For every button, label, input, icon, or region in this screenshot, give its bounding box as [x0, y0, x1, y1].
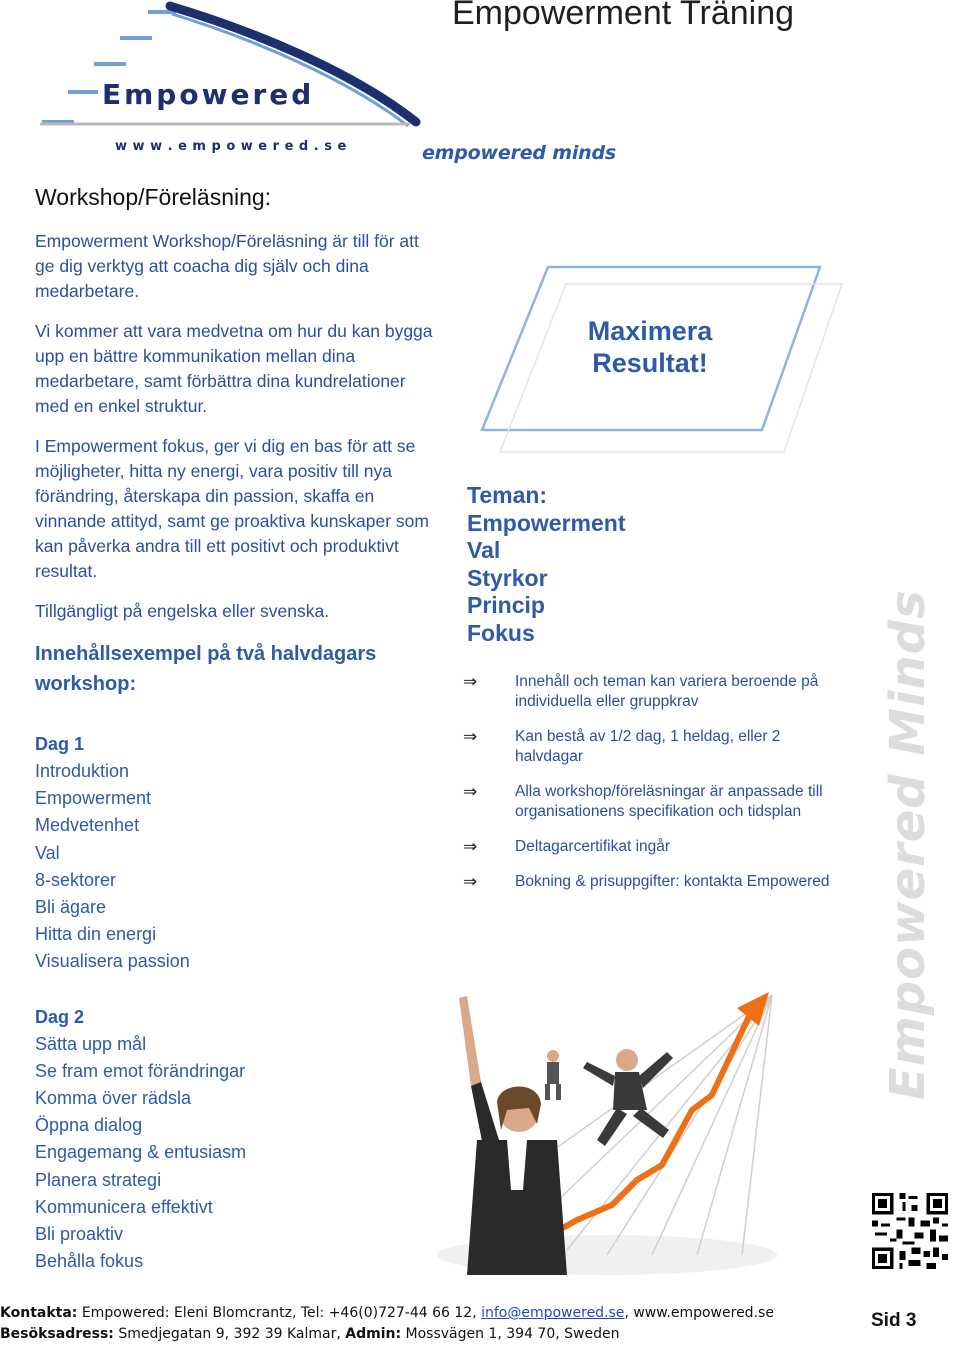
contact-label: Kontakta:	[0, 1305, 78, 1321]
day-1-item: Bli ägare	[35, 897, 107, 918]
website-text: , www.empowered.se	[624, 1305, 774, 1321]
focus-paragraph: I Empowerment fokus, ger vi dig en bas för att se möjligheter, hitta ny energi, vara positiv till nya förändring, återskapa din passion, skaffa en vinnande attityd, samt ge proaktiva kunskaper som kan påverka andra till ett positivt och produktivt resultat.	[35, 436, 429, 581]
banner-line-1: Maximera	[587, 316, 713, 346]
arrow-icon: ⇒	[463, 672, 478, 692]
day-1-item: Introduktion	[35, 761, 130, 781]
arrow-icon: ⇒	[463, 727, 478, 747]
contact-text: Empowered: Eleni Blomcrantz, Tel: +46(0)727-44 66 12,	[77, 1305, 482, 1321]
bullet-text: Innehåll och teman kan variera beroende på individuella eller gruppkrav	[515, 673, 819, 710]
intro-paragraph: Empowerment Workshop/Föreläsning är till för att ge dig verktyg att coacha dig själv och dina medarbetare.	[35, 231, 419, 301]
day-1-item: 8-sektorer	[35, 869, 117, 890]
section-title: Workshop/Föreläsning:	[35, 184, 272, 210]
bullet-item	[463, 872, 833, 892]
success-photo	[437, 990, 777, 1275]
communication-paragraph: Vi kommer att vara medvetna om hur du kan bygga upp en bättre kommunikation mellan dina medarbetare, samt förbättra dina kundrelationer med en enkel struktur.	[35, 321, 433, 416]
day-2-item: Se fram emot förändringar	[35, 1060, 246, 1081]
content-heading-line-1: Innehållsexempel på två halvdagars	[35, 643, 377, 665]
theme-item: Val	[467, 537, 501, 563]
bullet-text: Bokning & prisuppgifter: kontakta Empowered	[515, 873, 830, 890]
page-number: Sid 3	[871, 1310, 917, 1331]
arrow-icon: ⇒	[463, 837, 478, 857]
arrow-icon: ⇒	[463, 782, 478, 802]
day-2-item: Bli proaktiv	[35, 1224, 124, 1245]
qr-code[interactable]	[872, 1193, 948, 1269]
email-link[interactable]: info@empowered.se	[481, 1305, 625, 1321]
day-2-item: Engagemang & entusiasm	[35, 1142, 247, 1163]
bullet-item	[463, 672, 833, 712]
bullet-item	[463, 727, 833, 767]
day-1-item: Hitta din energi	[35, 924, 157, 945]
day-1-item: Medvetenhet	[35, 815, 140, 836]
day-2-item: Komma över rädsla	[35, 1088, 192, 1109]
day-1-item: Val	[35, 842, 60, 863]
day-1-item: Visualisera passion	[35, 951, 190, 972]
day-2-block	[35, 1004, 435, 1276]
day-1-item: Empowerment	[35, 788, 152, 809]
left-column	[35, 184, 435, 1275]
day-2-item: Kommunicera effektivt	[35, 1196, 213, 1217]
info-bullets	[463, 672, 833, 907]
admin-label: Admin:	[345, 1326, 402, 1342]
page-title: Empowerment Träning	[452, 0, 795, 32]
day-2-item: Planera strategi	[35, 1169, 162, 1190]
logo-url: w w w . e m p o w e r e d . s e	[115, 139, 347, 154]
day-1-title: Dag 1	[35, 734, 85, 754]
arrow-icon: ⇒	[463, 872, 478, 892]
footer-address-line	[0, 1324, 860, 1345]
content-heading	[35, 639, 435, 699]
day-2-item: Sätta upp mål	[35, 1033, 147, 1054]
bullet-text: Kan bestå av 1/2 dag, 1 heldag, eller 2 halvdagar	[515, 728, 781, 765]
day-2-item: Öppna dialog	[35, 1115, 143, 1136]
empowered-logo	[30, 0, 430, 160]
vertical-brand-text: Empowered Minds	[880, 589, 936, 1100]
tagline: empowered minds	[422, 142, 616, 164]
theme-item: Fokus	[467, 619, 535, 646]
day-2-title: Dag 2	[35, 1006, 85, 1027]
visit-label: Besöksadress:	[0, 1326, 114, 1342]
bullet-item	[463, 837, 833, 857]
theme-item: Styrkor	[467, 564, 548, 591]
banner-line-2: Resultat!	[592, 348, 708, 378]
day-1-block	[35, 731, 435, 976]
content-heading-line-2: workshop:	[35, 673, 137, 695]
admin-text: Mossvägen 1, 394 70, Sweden	[401, 1326, 620, 1342]
themes-heading: Teman:	[467, 482, 548, 508]
bullet-item	[463, 782, 833, 822]
themes-list	[467, 482, 625, 647]
bullet-text: Alla workshop/föreläsningar är anpassade till organisationens specifikation och tidsplan	[515, 783, 823, 820]
banner-text	[555, 315, 745, 379]
visit-text: Smedjegatan 9, 392 39 Kalmar,	[113, 1326, 346, 1342]
theme-item: Empowerment	[467, 509, 626, 536]
language-paragraph: Tillgängligt på engelska eller svenska.	[35, 601, 330, 621]
footer	[0, 1303, 860, 1345]
day-2-item: Behålla fokus	[35, 1251, 144, 1272]
theme-item: Princip	[467, 592, 545, 618]
footer-contact-line	[0, 1303, 860, 1324]
bullet-text: Deltagarcertifikat ingår	[515, 838, 671, 855]
logo-wordmark: Empowered	[102, 78, 315, 111]
